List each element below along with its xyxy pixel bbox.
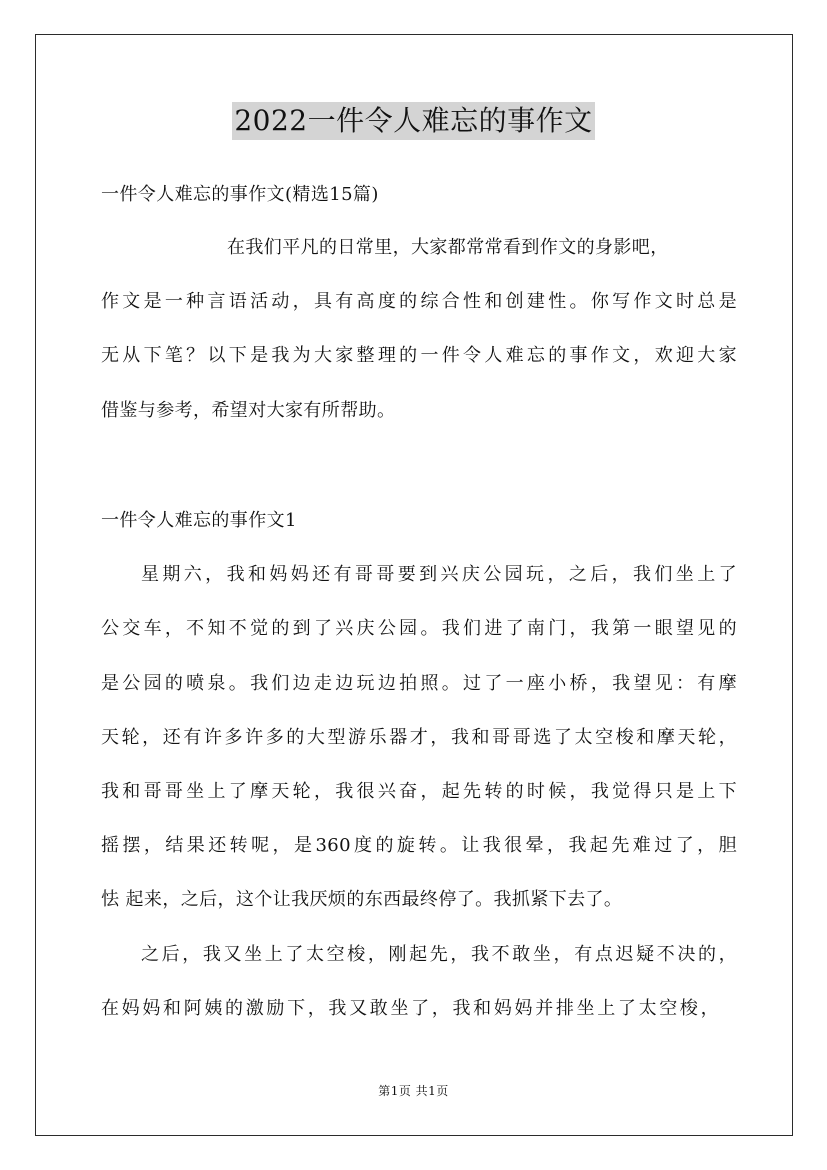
body-line-2: 公交车，不知不觉的到了兴庆公园。我们进了南门，我第一眼望见的 <box>101 618 737 639</box>
body-line-5: 我和哥哥坐上了摩天轮，我很兴奋，起先转的时候，我觉得只是上下 <box>101 781 737 802</box>
body-line-4: 天轮，还有许多许多的大型游乐器才，我和哥哥选了太空梭和摩天轮， <box>101 727 737 748</box>
body-line-8: 之后，我又坐上了太空梭，刚起先，我不敢坐，有点迟疑不决的， <box>141 944 737 965</box>
section-heading: 一件令人难忘的事作文1 <box>101 510 297 531</box>
intro-line-1: 在我们平凡的日常里，大家都常常看到作文的身影吧， <box>227 237 669 258</box>
intro-line-2: 作文是一种言语活动，具有高度的综合性和创建性。你写作文时总是 <box>101 291 737 312</box>
intro-line-3: 无从下笔？以下是我为大家整理的一件令人难忘的事作文，欢迎大家 <box>101 345 737 366</box>
body-line-9: 在妈妈和阿姨的激励下，我又敢坐了，我和妈妈并排坐上了太空梭， <box>101 998 719 1019</box>
document-title-wrap <box>0 102 827 140</box>
intro-line-4: 借鉴与参考，希望对大家有所帮助。 <box>101 400 396 421</box>
body-line-3: 是公园的喷泉。我们边走边玩边拍照。过了一座小桥，我望见：有摩 <box>101 673 737 694</box>
body-line-6: 摇摆，结果还转呢，是360度的旋转。让我很晕，我起先难过了，胆 <box>101 835 737 856</box>
body-line-7: 怯 起来，之后，这个让我厌烦的东西最终停了。我抓紧下去了。 <box>101 889 623 910</box>
page-number-footer: 第1页 共1页 <box>378 1084 449 1098</box>
document-subtitle: 一件令人难忘的事作文(精选15篇) <box>101 184 379 205</box>
document-title: 2022一件令人难忘的事作文 <box>232 102 594 140</box>
body-line-1: 星期六，我和妈妈还有哥哥要到兴庆公园玩，之后，我们坐上了 <box>141 564 737 585</box>
